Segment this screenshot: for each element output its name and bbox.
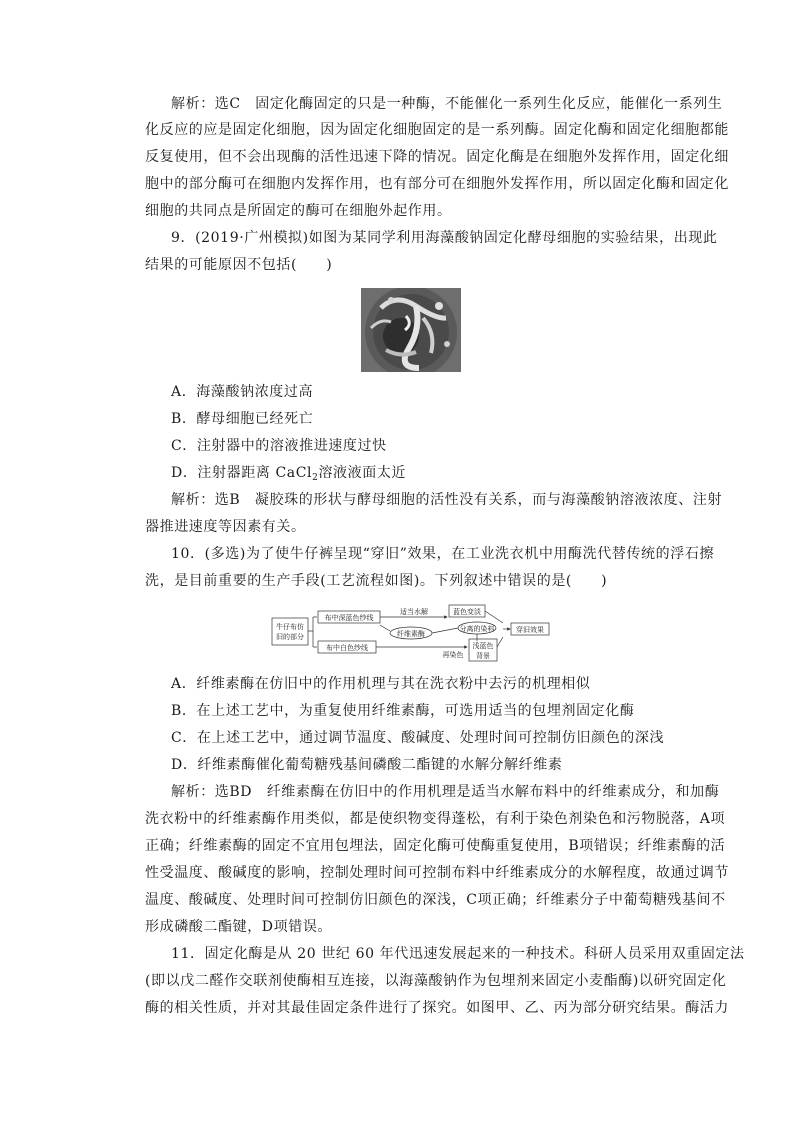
flow-fade-text: 蓝色变淡 — [453, 608, 481, 616]
q9-stem-line-2: 结果的可能原因不包括( ) — [145, 257, 333, 273]
q11-stem-line-1: 11．固定化酶是从 20 世纪 60 年代迅速发展起来的一种技术。科研人员采用双重固定法 — [171, 946, 745, 962]
q9-option-d — [171, 464, 706, 487]
q9-analysis-line-2: 器推进速度等因素有关。 — [145, 519, 306, 535]
q10-analysis-line-3: 正确；纤维素酶的固定不宜用包埋法，固定化酶可使酶重复使用，B项错误；纤维素酶的活 — [145, 838, 726, 854]
q10-option-d: D．纤维素酶催化葡萄糖残基间磷酸二酯键的水解分解纤维素 — [171, 757, 563, 773]
q9-option-d-subscript: 2 — [312, 473, 319, 483]
flow-enzyme-text: 纤维素酶 — [397, 630, 425, 638]
q10-analysis-line-2: 洗衣粉中的纤维素酶作用类似，都是使织物变得蓬松，有利于染色剂染色和污物脱落，A项 — [145, 811, 726, 827]
q8-analysis-line-4: 胞中的部分酶可在细胞内发挥作用，也有部分可在细胞外发挥作用，所以固定化酶和固定化 — [145, 176, 729, 192]
flow-bottom-text: 布中白色纱线 — [326, 644, 368, 652]
q8-analysis-line-3: 反复使用，但不会出现酶的活性迅速下降的情况。固定化酶是在细胞外发挥作用，固定化细 — [145, 149, 729, 165]
gel-bead-photo — [361, 288, 461, 372]
q9-option-b: B．酵母细胞已经死亡 — [171, 411, 314, 427]
q10-stem-line-1: 10．(多选)为了使牛仔裤呈现“穿旧”效果，在工业洗衣机中用酶洗代替传统的浮石擦 — [171, 546, 715, 562]
flow-source-text-1: 牛仔布仿 — [276, 623, 304, 631]
q9-option-c: C．注射器中的溶液推进速度过快 — [171, 438, 387, 454]
q11-stem-line-3: 酶的相关性质，并对其最佳固定条件进行了探究。如图甲、乙、丙为部分研究结果。酶活力 — [145, 1000, 729, 1016]
q8-analysis-line-5: 细胞的共同点是所固定的酶可在细胞外起作用。 — [145, 203, 452, 219]
q10-analysis-line-5: 温度、酸碱度、处理时间可控制仿旧颜色的深浅，C项正确；纤维素分子中葡萄糖残基间不 — [145, 892, 726, 908]
q9-option-a: A．海藻酸钠浓度过高 — [171, 384, 314, 400]
flow-hydrolysis-label: 适当水解 — [400, 608, 428, 616]
flow-restain-label: 再染色 — [442, 651, 464, 659]
q10-option-c: C．在上述工艺中，通过调节温度、酸碱度、处理时间可控制仿旧颜色的深浅 — [171, 730, 665, 746]
q10-option-b: B．在上述工艺中，为重复使用纤维素酶，可选用适当的包埋剂固定化酶 — [171, 703, 635, 719]
q10-analysis-line-1: 解析：选BD 纤维素酶在仿旧中的作用机理是适当水解布料中的纤维素成分，和加酶 — [171, 784, 720, 800]
q9-stem-line-1: 9．(2019·广州模拟)如图为某同学利用海藻酸钠固定化酵母细胞的实验结果，出现此 — [171, 230, 718, 246]
q10-option-a: A．纤维素酶在仿旧中的作用机理与其在洗衣粉中去污的机理相似 — [171, 676, 591, 692]
q8-analysis-line-1: 解析：选C 固定化酶固定的只是一种酶，不能催化一系列生化反应，能催化一系列生 — [171, 96, 723, 112]
q10-stem-line-2: 洗，是目前重要的生产手段(工艺流程如图)。下列叙述中错误的是( ) — [145, 573, 608, 589]
flow-light-text-1: 浅蓝色 — [472, 642, 494, 650]
q11-stem-line-2: (即以戊二醛作交联剂使酶相互连接，以海藻酸钠作为包埋剂来固定小麦酯酶)以研究固定化 — [145, 973, 727, 989]
q8-analysis-line-2: 化反应的应是固定化细胞，因为固定化细胞固定的是一系列酶。固定化酶和固定化细胞都能 — [145, 122, 729, 138]
flow-result-text: 穿旧效果 — [516, 626, 544, 634]
flow-dye-text: 分离的染料 — [459, 625, 495, 633]
q10-analysis-line-4: 性受温度、酸碱度的影响，控制处理时间可控制布料中纤维素成分的水解程度，故通过调节 — [145, 865, 729, 881]
q10-analysis-line-6: 形成磷酸二酯键，D项错误。 — [145, 919, 333, 935]
q9-option-d-pre: D．注射器距离 CaCl — [171, 465, 313, 481]
flow-light-text-2: 背景 — [476, 652, 490, 660]
process-flow-diagram — [271, 603, 551, 663]
q9-option-d-post: 溶液液面太近 — [318, 465, 407, 481]
q9-analysis-line-1: 解析：选B 凝胶珠的形状与酵母细胞的活性没有关系，而与海藻酸钠溶液浓度、注射 — [171, 492, 723, 508]
flow-top-text: 布中深蓝色纱线 — [324, 614, 374, 622]
flow-source-text-2: 旧的部分 — [276, 633, 304, 641]
